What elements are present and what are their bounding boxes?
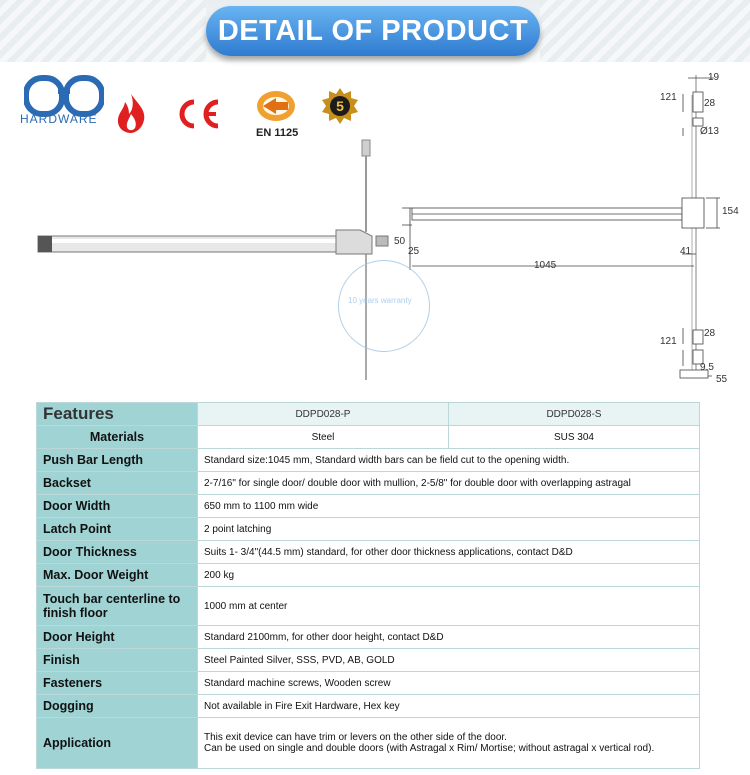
watermark-warranty-top: 10 years warranty: [348, 296, 412, 305]
dim-13: Ø13: [700, 126, 719, 137]
table-row: [37, 587, 700, 626]
dim-19: 19: [708, 72, 720, 83]
dim-154: 154: [722, 206, 739, 217]
table-row: [37, 518, 700, 541]
row-label: Door Thickness: [37, 541, 198, 564]
row-label: Max. Door Weight: [37, 564, 198, 587]
materials-s: SUS 304: [448, 426, 699, 449]
row-label: Finish: [37, 649, 198, 672]
row-label: Touch bar centerline to finish floor: [37, 587, 198, 626]
model-s-header: DDPD028-S: [448, 403, 699, 426]
row-value: 200 kg: [198, 564, 700, 587]
row-value: Standard machine screws, Wooden screw: [198, 672, 700, 695]
row-value: 2 point latching: [198, 518, 700, 541]
row-value: Standard 2100mm, for other door height, contact D&D: [198, 626, 700, 649]
dim-9-5: 9.5: [700, 362, 714, 373]
row-label: Latch Point: [37, 518, 198, 541]
row-value: Standard size:1045 mm, Standard width bars can be field cut to the opening width.: [198, 449, 700, 472]
dim-1045: 1045: [534, 260, 557, 271]
application-value: [198, 718, 700, 769]
table-row: [37, 472, 700, 495]
dim-28-bottom: 28: [704, 328, 716, 339]
dim-25: 25: [408, 246, 420, 257]
row-label: Door Width: [37, 495, 198, 518]
table-row: [37, 426, 700, 449]
application-line-2: Can be used on single and double doors (with Astragal x Rim/ Mortise; without astragal x vertical rod).: [204, 743, 655, 754]
table-row: [37, 695, 700, 718]
dim-55: 55: [716, 374, 728, 385]
table-row: [37, 495, 700, 518]
row-value: 650 mm to 1100 mm wide: [198, 495, 700, 518]
dim-50: 50: [394, 236, 406, 247]
dim-28-top: 28: [704, 98, 716, 109]
materials-p: Steel: [198, 426, 449, 449]
table-row: [37, 564, 700, 587]
row-label: Fasteners: [37, 672, 198, 695]
row-label: Door Height: [37, 626, 198, 649]
row-label: Dogging: [37, 695, 198, 718]
dim-41: 41: [680, 246, 692, 257]
table-row: [37, 672, 700, 695]
table-row: [37, 541, 700, 564]
row-value: Not available in Fire Exit Hardware, Hex key: [198, 695, 700, 718]
row-value: Suits 1- 3/4"(44.5 mm) standard, for other door thickness applications, contact D&D: [198, 541, 700, 564]
page-title: DETAIL OF PRODUCT: [206, 6, 540, 56]
features-heading: Features: [37, 403, 198, 426]
dim-121-bottom: 121: [660, 336, 677, 347]
features-table: [36, 402, 700, 769]
watermark-stamp-top: [338, 260, 430, 352]
table-row: [37, 449, 700, 472]
row-value: Steel Painted Silver, SSS, PVD, AB, GOLD: [198, 649, 700, 672]
row-label: Materials: [37, 426, 198, 449]
model-p-header: DDPD028-P: [198, 403, 449, 426]
row-label: Push Bar Length: [37, 449, 198, 472]
brand-name: HARDWARE: [20, 112, 98, 126]
row-value: 1000 mm at center: [198, 587, 700, 626]
table-row: [37, 718, 700, 769]
en1125-label: EN 1125: [256, 127, 299, 139]
application-line-1: This exit device can have trim or levers on the other side of the door.: [204, 732, 507, 743]
svg-text:5: 5: [336, 98, 344, 114]
table-header-row: [37, 403, 700, 426]
row-value: 2-7/16" for single door/ double door with mullion, 2-5/8" for double door with overlapping astragal: [198, 472, 700, 495]
table-row: [37, 649, 700, 672]
dim-121-top: 121: [660, 92, 677, 103]
row-label: Backset: [37, 472, 198, 495]
row-label: Application: [37, 718, 198, 769]
table-row: [37, 626, 700, 649]
